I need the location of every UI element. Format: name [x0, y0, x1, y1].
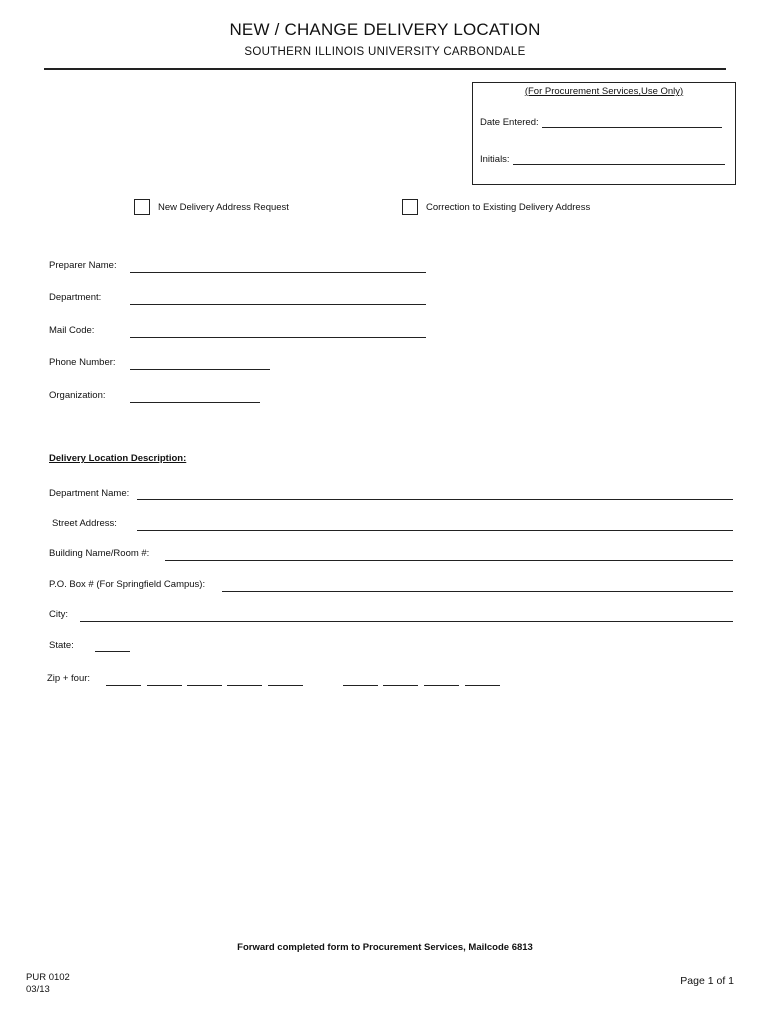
- street-address-label: Street Address:: [52, 518, 117, 529]
- department-name-label: Department Name:: [49, 488, 130, 499]
- po-box-field[interactable]: [222, 591, 733, 592]
- po-box-label: P.O. Box # (For Springfield Campus):: [49, 579, 206, 590]
- building-room-field[interactable]: [165, 560, 733, 561]
- mail-code-field[interactable]: [130, 337, 426, 338]
- department-field[interactable]: [130, 304, 426, 305]
- preparer-name-label: Preparer Name:: [49, 260, 117, 271]
- form-title: NEW / CHANGE DELIVERY LOCATION: [229, 20, 541, 39]
- preparer-name-field[interactable]: [130, 272, 426, 273]
- new-address-checkbox[interactable]: [134, 199, 150, 215]
- zip-digit-field[interactable]: [227, 685, 262, 686]
- phone-number-label: Phone Number:: [49, 357, 116, 368]
- phone-number-field[interactable]: [130, 369, 270, 370]
- date-entered-label: Date Entered:: [480, 117, 539, 128]
- organization-field[interactable]: [130, 402, 260, 403]
- new-address-label: New Delivery Address Request: [158, 201, 289, 213]
- city-label: City:: [49, 609, 68, 620]
- forward-instruction: Forward completed form to Procurement Services, Mailcode 6813: [237, 942, 533, 953]
- building-room-label: Building Name/Room #:: [49, 548, 150, 559]
- date-entered-field[interactable]: [542, 118, 722, 128]
- page-number: Page 1 of 1: [680, 975, 734, 987]
- zip-digit-field[interactable]: [187, 685, 222, 686]
- office-use-box: [472, 82, 736, 185]
- form-number: PUR 0102: [26, 972, 70, 983]
- new-address-option[interactable]: [134, 199, 289, 215]
- mail-code-label: Mail Code:: [49, 325, 95, 336]
- zip-digit-field[interactable]: [106, 685, 141, 686]
- office-use-title: (For Procurement Services,Use Only): [524, 86, 684, 97]
- zip-digit-field[interactable]: [268, 685, 303, 686]
- correction-label: Correction to Existing Delivery Address: [426, 201, 591, 213]
- header-divider: [44, 68, 726, 70]
- form-subtitle: SOUTHERN ILLINOIS UNIVERSITY CARBONDALE: [244, 46, 526, 58]
- correction-option[interactable]: [402, 199, 590, 215]
- form-date: 03/13: [26, 984, 50, 995]
- zip-plus-four-digit-field[interactable]: [383, 685, 418, 686]
- zip-plus-four-digit-field[interactable]: [424, 685, 459, 686]
- correction-checkbox[interactable]: [402, 199, 418, 215]
- city-field[interactable]: [80, 621, 733, 622]
- initials-label: Initials:: [480, 154, 510, 165]
- delivery-section-heading: Delivery Location Description:: [49, 453, 187, 464]
- zip-plus-four-digit-field[interactable]: [465, 685, 500, 686]
- department-name-field[interactable]: [137, 499, 733, 500]
- street-address-field[interactable]: [137, 530, 733, 531]
- state-label: State:: [49, 640, 74, 651]
- zip-plus-four-digit-field[interactable]: [343, 685, 378, 686]
- form-code: [26, 972, 70, 996]
- state-field[interactable]: [95, 651, 130, 652]
- zip-digit-field[interactable]: [147, 685, 182, 686]
- date-entered-row: [480, 117, 722, 128]
- department-label: Department:: [49, 292, 102, 303]
- organization-label: Organization:: [49, 390, 106, 401]
- initials-row: [480, 154, 725, 165]
- initials-field[interactable]: [513, 155, 725, 165]
- zip-label: Zip + four:: [47, 673, 91, 684]
